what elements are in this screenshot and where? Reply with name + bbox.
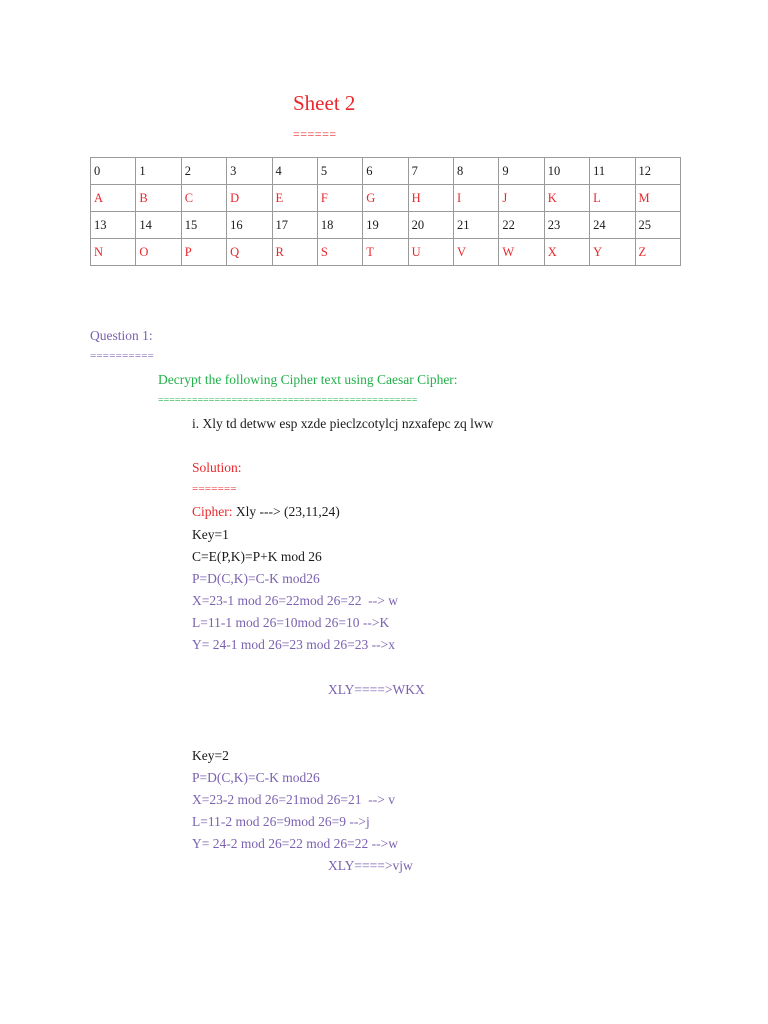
- table-cell: Q: [227, 239, 272, 266]
- table-cell: L: [590, 185, 635, 212]
- table-cell: 20: [408, 212, 453, 239]
- table-cell: D: [227, 185, 272, 212]
- key1-label: Key=1: [192, 527, 229, 542]
- table-cell: 14: [136, 212, 181, 239]
- table-cell: V: [454, 239, 499, 266]
- table-cell: 3: [227, 158, 272, 185]
- key1-enc-formula: C=E(P,K)=P+K mod 26: [192, 549, 322, 564]
- table-cell: 25: [635, 212, 681, 239]
- table-row-numbers: [91, 212, 681, 239]
- table-cell: X: [544, 239, 589, 266]
- key2-l-line: L=11-2 mod 26=9mod 26=9 -->j: [192, 814, 370, 829]
- table-row-letters: [91, 239, 681, 266]
- table-cell: 12: [635, 158, 681, 185]
- table-cell: 5: [317, 158, 362, 185]
- table-cell: 11: [590, 158, 635, 185]
- table-cell: 4: [272, 158, 317, 185]
- key2-dec-formula: P=D(C,K)=C-K mod26: [192, 770, 320, 785]
- table-cell: I: [454, 185, 499, 212]
- key1-y-line: Y= 24-1 mod 26=23 mod 26=23 -->x: [192, 637, 395, 652]
- cipher-line: [192, 504, 340, 520]
- table-cell: 7: [408, 158, 453, 185]
- solution-underline: =======: [192, 483, 237, 495]
- title-underline: ======: [293, 127, 337, 141]
- table-cell: A: [91, 185, 136, 212]
- table-cell: U: [408, 239, 453, 266]
- table-cell: 19: [363, 212, 408, 239]
- ciphertext: i. Xly td detww esp xzde pieclzcotylcj nzxafepc zq lww: [192, 416, 494, 431]
- table-cell: 9: [499, 158, 544, 185]
- table-cell: O: [136, 239, 181, 266]
- key1-l-line: L=11-1 mod 26=10mod 26=10 -->K: [192, 615, 390, 630]
- table-cell: 1: [136, 158, 181, 185]
- table-cell: M: [635, 185, 681, 212]
- table-cell: Y: [590, 239, 635, 266]
- table-cell: E: [272, 185, 317, 212]
- key2-x-line: X=23-2 mod 26=21mod 26=21 --> v: [192, 792, 395, 807]
- table-cell: H: [408, 185, 453, 212]
- table-row-numbers: [91, 158, 681, 185]
- table-cell: F: [317, 185, 362, 212]
- table-cell: W: [499, 239, 544, 266]
- table-cell: 18: [317, 212, 362, 239]
- table-cell: 0: [91, 158, 136, 185]
- table-cell: 16: [227, 212, 272, 239]
- key1-x-line: X=23-1 mod 26=22mod 26=22 --> w: [192, 593, 398, 608]
- table-row-letters: [91, 185, 681, 212]
- question-instruction: Decrypt the following Cipher text using Caesar Cipher:: [158, 372, 458, 387]
- solution-label: Solution:: [192, 460, 242, 475]
- table-cell: N: [91, 239, 136, 266]
- instruction-underline: ==============================================: [158, 395, 418, 406]
- table-cell: R: [272, 239, 317, 266]
- table-cell: 22: [499, 212, 544, 239]
- table-cell: G: [363, 185, 408, 212]
- table-cell: B: [136, 185, 181, 212]
- table-cell: Z: [635, 239, 681, 266]
- question-underline: ==========: [90, 350, 155, 362]
- table-cell: 17: [272, 212, 317, 239]
- key2-result: XLY====>vjw: [328, 858, 413, 873]
- table-cell: C: [181, 185, 226, 212]
- table-cell: 2: [181, 158, 226, 185]
- key2-label: Key=2: [192, 748, 229, 763]
- alphabet-table: [90, 157, 681, 266]
- key2-y-line: Y= 24-2 mod 26=22 mod 26=22 -->w: [192, 836, 398, 851]
- table-cell: 6: [363, 158, 408, 185]
- table-cell: 13: [91, 212, 136, 239]
- table-cell: J: [499, 185, 544, 212]
- table-cell: 8: [454, 158, 499, 185]
- cipher-value: Xly ---> (23,11,24): [232, 504, 340, 519]
- table-cell: K: [544, 185, 589, 212]
- cipher-label: Cipher:: [192, 504, 233, 519]
- question-label: Question 1:: [90, 328, 153, 343]
- table-cell: 15: [181, 212, 226, 239]
- key1-dec-formula: P=D(C,K)=C-K mod26: [192, 571, 320, 586]
- key1-result: XLY====>WKX: [328, 682, 425, 697]
- table-cell: 21: [454, 212, 499, 239]
- table-cell: 23: [544, 212, 589, 239]
- table-cell: T: [363, 239, 408, 266]
- table-cell: S: [317, 239, 362, 266]
- page-title: Sheet 2: [293, 91, 356, 115]
- table-cell: 24: [590, 212, 635, 239]
- table-cell: P: [181, 239, 226, 266]
- table-cell: 10: [544, 158, 589, 185]
